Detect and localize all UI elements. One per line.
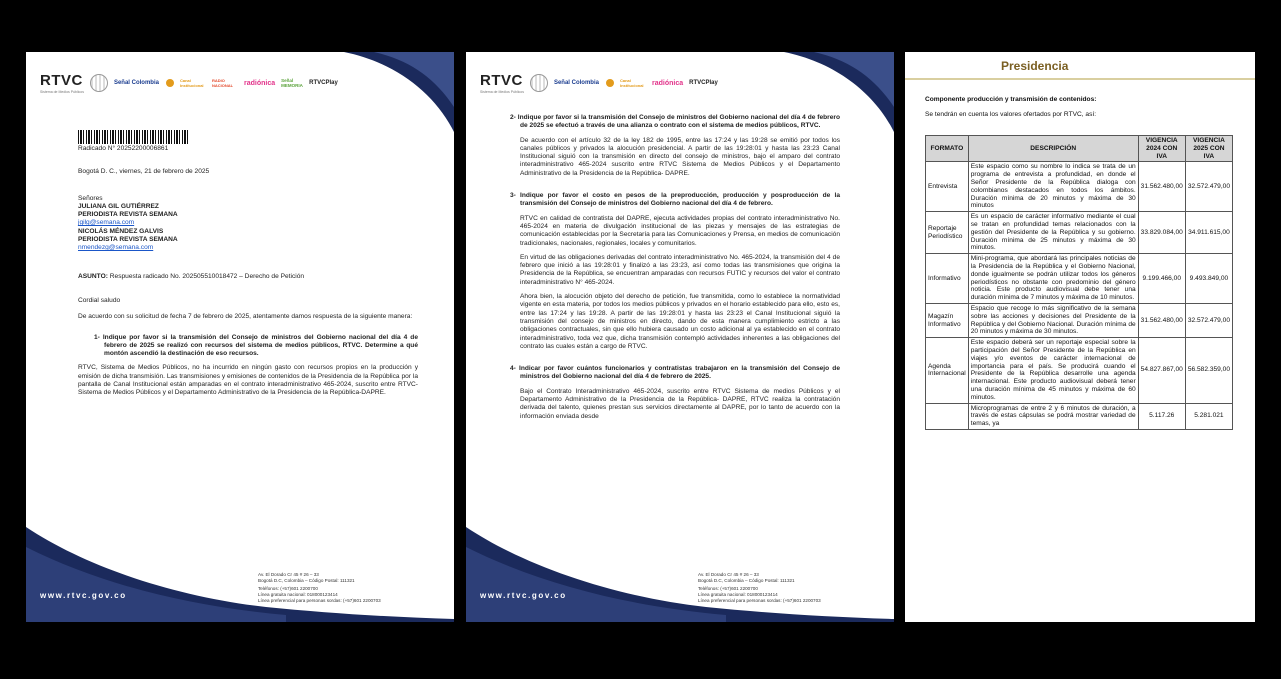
barcode [78, 130, 188, 144]
column-header: FORMATO [926, 136, 969, 162]
website-link[interactable]: www.rtvc.gov.co [480, 591, 567, 600]
recipient-email-link[interactable]: nmendezg@semana.com [78, 244, 154, 252]
table-cell-2025: 5.281.021 [1185, 403, 1232, 429]
rtvc-logo: RTVC Sistema de Medios Públicos [40, 72, 84, 94]
table-cell-2024: 33.829.084,00 [1138, 212, 1185, 254]
question-1: 1- Indique por favor si la transmisión del Consejo de ministros del Gobierno nacional del día 4 de febrero de 2025 se realizó con recursos del sistema de medios públicos, RTVC. Determine a qué montón ascendió la destinación de eso recursos. [94, 333, 418, 358]
table-cell-formato: Agenda Internacional [926, 338, 969, 403]
answer-2: De acuerdo con el artículo 32 de la ley 182 de 1995, entre las 17:24 y las 19:28 se emitió por todos los canales públicos y privados la alocución presidencial. A partir de las 19:28:01 y hasta las 23:23 Canal Institucional siguió con la transmisión en directo del consejo de ministros, bajo el amparo del contrato interadministrativo 465-2024 suscrito entre RTVC Sistema de Medios Públicos y el Departamento Administrativo de la Presidencia de la República- DAPRE. [520, 136, 840, 177]
question-2: 2- Indique por favor si la transmisión del Consejo de ministros del Gobierno nacional del día 4 de febrero de 2025 se efectuó a través de una alianza o contrato con el sistema de medios públicos, RTVC. [510, 114, 840, 130]
recipient-block [78, 203, 418, 253]
recipient-email-link[interactable]: jgilg@semana.com [78, 219, 135, 227]
answer-3-part-1: RTVC en calidad de contratista del DAPRE, ejecuta actividades propias del contrato interadministrativo No. 465-2024 en materia de divulgación institucional de las piezas y mensajes de las estrategias de comunicación establecidas por la Secretaría para las Comunicaciones y Prensa, en medios de comunicación tradicionales, nacionales, regionales, locales y comunitarios. [520, 214, 840, 247]
globe-icon [530, 74, 548, 92]
canal-institucional-logo: Canal Institucional [179, 78, 204, 88]
table-cell-2024: 54.827.867,00 [1138, 338, 1185, 403]
costs-table [925, 135, 1233, 430]
question-3: 3- Indique por favor el costo en pesos de la preproducción, producción y posproducción de la transmisión del Consejo de ministros del Gobierno nacional del día 4 de febrero. [510, 192, 840, 208]
table-cell-formato: Informativo [926, 254, 969, 304]
recipient-name: NICOLÁS MÉNDEZ GALVIS [78, 227, 164, 235]
rtvcplay-logo: RTVCPlay [309, 80, 338, 86]
intro-paragraph: De acuerdo con su solicitud de fecha 7 de febrero de 2025, atentamente damos respuesta de la siguiente manera: [78, 313, 413, 321]
greeting: Cordial saludo [78, 296, 121, 304]
radionica-logo: radiónica [243, 79, 276, 87]
letter-page-2 [466, 52, 894, 622]
table-row [926, 254, 1233, 304]
table-cell-2025: 56.582.359,00 [1185, 338, 1232, 403]
answer-4: Bajo el Contrato Interadministrativo 465-2024, suscrito entre RTVC Sistema de medios Públicos y el Departamento Administrativo de la Presidencia de la República- DAPRE, RTVC realiza la contratación derivada del talento, quienes prestan sus servicios directamente al DAPRE, por lo tanto de acuerdo con la información enviada desde [520, 387, 840, 420]
bottom-wave-decoration [26, 527, 454, 622]
table-row [926, 212, 1233, 254]
question-4: 4- Indicar por favor cuántos funcionarios y contratistas trabajaron en la transmisión del Consejo de ministros del Gobierno nacional del día 4 de febrero de 2025. [510, 365, 840, 381]
recipient-name: JULIANA GIL GUTIÉRREZ [78, 202, 159, 210]
table-cell-descripcion: Microprogramas de entre 2 y 6 minutos de duración, a través de estas cápsulas se podrá mostrar variedad de temas, ya [968, 403, 1138, 429]
radionica-logo: radiónica [651, 79, 684, 87]
table-row [926, 162, 1233, 212]
table-cell-descripcion: Es un espacio de carácter informativo mediante el cual se tratan en profundidad temas relacionados con la gestión del Presidente de la República y su gobierno. Duración mínima de 25 minutos y máxima de 30 minutos. [968, 212, 1138, 254]
table-header-row [926, 136, 1233, 162]
website-link[interactable]: www.rtvc.gov.co [40, 591, 127, 600]
table-row [926, 403, 1233, 429]
table-cell-2025: 34.911.615,00 [1185, 212, 1232, 254]
table-cell-2024: 31.562.480,00 [1138, 303, 1185, 337]
globe-icon [90, 74, 108, 92]
rtvcplay-logo: RTVCPlay [689, 80, 718, 86]
table-cell-descripcion: Espacio que recoge lo más significativo de la semana sobre las acciones y decisiones del Presidente de la República y del Gobierno Nacional. Duración mínima de 20 minutos y máxima de 30 minutos. [968, 303, 1138, 337]
table-cell-2024: 31.562.480,00 [1138, 162, 1185, 212]
table-cell-formato: Magazín Informativo [926, 303, 969, 337]
table-cell-formato [926, 403, 969, 429]
senal-memoria-logo: Señal MEMORIA [281, 78, 303, 88]
section-intro: Se tendrán en cuenta los valores ofertados por RTVC, así: [925, 111, 1097, 118]
top-wave-decoration [324, 52, 454, 132]
brand-logos [40, 72, 338, 94]
table-cell-descripcion: Este espacio como su nombre lo indica se trata de un programa de entrevista a profundidad, en donde el Señor Presidente de la República dialoga con colombianos destacados en todos los ámbitos. Duración mínima de 20 minutos y máxima de 30 minutos [968, 162, 1138, 212]
table-cell-formato: Entrevista [926, 162, 969, 212]
column-header: VIGENCIA 2025 CON IVA [1185, 136, 1232, 162]
table-cell-2024: 5.117.26 [1138, 403, 1185, 429]
answer-3-part-2: En virtud de las obligaciones derivadas del contrato interadministrativo No. 465-2024, la transmisión del 4 de febrero que inició a las 19:28:01 y finalizó a las 23:23, así como todas las transmisiones que origina la Presidencia de la República, se encuentran amparadas con recursos FUTIC y recursos del valor el contrato interadministrativo N° 465-2024. [520, 253, 840, 286]
header-divider [905, 78, 1255, 80]
table-cell-2025: 9.493.849,00 [1185, 254, 1232, 304]
table-cell-descripcion: Mini-programa, que abordará las principales noticias de la Presidencia de la República y el Gobierno Nacional, donde igualmente se podrán utilizar todos los géneros periodísticos no obstante con predominio del género noticia. Este producto audiovisual debe tener una duración mínima de 7 minutos y máxima de 10 minutos. [968, 254, 1138, 304]
table-cell-formato: Reportaje Periodístico [926, 212, 969, 254]
recipient-title: PERIODISTA REVISTA SEMANA [78, 211, 178, 219]
annex-page [905, 52, 1255, 622]
footer-contact: Av. El Dorado Cr 45 # 26 – 33 Bogotá D.C, Colombia – Código Postal: 111321 Teléfonos: (+57)601 2200700 Línea gratuita nacional: 018000123414 Línea preferencial para personas sordas: (+57)601 2200703 [258, 572, 381, 603]
table-cell-2025: 32.572.479,00 [1185, 303, 1232, 337]
table-cell-2025: 32.572.479,00 [1185, 162, 1232, 212]
radio-nacional-logo: RADIO NACIONAL [211, 78, 234, 88]
salutation-header: Señores [78, 194, 103, 202]
table-row [926, 338, 1233, 403]
answer-1: RTVC, Sistema de Medios Públicos, no ha incurrido en ningún gasto con recursos propios en la producción y emisión de dicha transmisión. Las transmisiones y emisiones de contenidos de la Presidencia de la República por la pantalla de Canal Institucional están amparadas en el contrato interadministrativo 465-2024, suscrito entre RTVC-Sistema de Medios Públicos y el Departamento Administrativo de la Presidencia de la República-DAPRE. [78, 364, 418, 397]
senal-colombia-logo: Señal Colombia [113, 80, 159, 86]
table-cell-descripcion: Este espacio deberá ser un reportaje especial sobre la participación del Señor Presidente de la República en viajes y/o eventos de carácter internacional de importancia para el país. Se producirá cuando el Presidente de la República desarrolle una agenda internacional. Este producto audiovisual deberá tener una duración mínima de 45 minutos y máxima de 60 minutos. [968, 338, 1138, 403]
bottom-wave-decoration [466, 527, 894, 622]
table-cell-2024: 9.199.466,00 [1138, 254, 1185, 304]
brand-logos [480, 72, 718, 94]
section-title: Componente producción y transmisión de contenidos: [925, 96, 1097, 103]
letter-page-1 [26, 52, 454, 622]
canal-institucional-logo: Canal Institucional [619, 78, 644, 88]
column-header: DESCRIPCIÓN [968, 136, 1138, 162]
senal-colombia-logo: Señal Colombia [553, 80, 599, 86]
footer-contact: Av. El Dorado Cr 45 # 26 – 33 Bogotá D.C, Colombia – Código Postal: 111321 Teléfonos: (+57)601 2200700 Línea gratuita nacional: 018000123414 Línea preferencial para personas sordas: (+57)601 2200703 [698, 572, 821, 603]
table-row [926, 303, 1233, 337]
radicado-number: Radicado N° 20252200006861 [78, 145, 169, 152]
column-header: VIGENCIA 2024 CON IVA [1138, 136, 1185, 162]
subject-line: ASUNTO: Respuesta radicado No. 202505510018472 – Derecho de Petición [78, 272, 305, 280]
letter-date: Bogotá D. C., viernes, 21 de febrero de 2025 [78, 168, 210, 176]
recipient-title: PERIODISTA REVISTA SEMANA [78, 236, 178, 244]
answer-3-part-3: Ahora bien, la alocución objeto del derecho de petición, fue transmitida, como lo establece la normatividad vigente en esta materia, por todos los medios públicos y privados en el horario establecido para ello, esto es, entre las 17:24 y las 19:28. A partir de las 19:28:01 y hasta las 23:23 el Canal Institucional siguió la transmisión del consejo de ministros en directo, dando de esta manera cumplimiento estricto a las obligaciones contractuales, sin que ello hubiera causado un costo adicional al ya establecido en el contrato interadministrativo, toda vez que, dicha transmisión contempló actividades inherentes a las obligaciones del contrato las cuales están a cargo de RTVC. [520, 293, 840, 350]
presidencia-header: Presidencia [1001, 59, 1069, 73]
rtvc-logo: RTVC Sistema de Medios Públicos [480, 72, 524, 94]
